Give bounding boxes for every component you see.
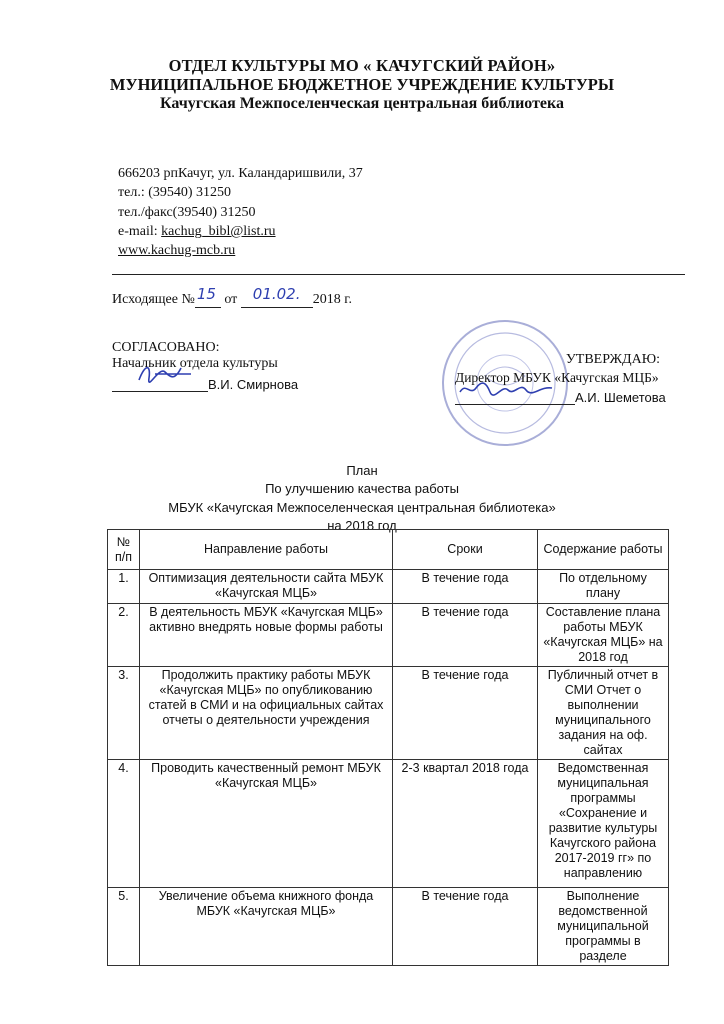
header-line-2: МУНИЦИПАЛЬНОЕ БЮДЖЕТНОЕ УЧРЕЖДЕНИЕ КУЛЬТУРЫ [109,75,615,94]
plan-subtitle: По улучшению качества работы [265,481,459,496]
approved-title: УТВЕРЖДАЮ: [565,352,660,367]
row-content: Ведомственная муниципальная программы «Сохранение и развитие культуры Качугского района 2017-2019 гг» по направлению [538,760,669,888]
row-number: 3. [108,667,140,760]
agreed-title: СОГЛАСОВАНО: [112,340,220,355]
row-content: Составление плана работы МБУК «Качугская МЦБ» на 2018 год [538,604,669,667]
row-direction: Оптимизация деятельности сайта МБУК «Качугская МЦБ» [140,570,393,604]
row-term: В течение года [393,667,538,760]
plan-title: План [346,463,378,478]
website-link[interactable]: www.kachug-mcb.ru [118,243,236,258]
outgoing-number-field [195,285,221,308]
approved-name: А.И. Шеметова [575,390,666,405]
outgoing-number-line [112,285,352,308]
email-label: e-mail: [118,224,162,239]
row-number: 1. [108,570,140,604]
row-content: По отдельному плану [538,570,669,604]
row-term: В течение года [393,570,538,604]
row-term: В течение года [393,888,538,966]
row-direction: Увеличение объема книжного фонда МБУК «Качугская МЦБ» [140,888,393,966]
table-header-row [108,530,669,570]
header-content: Содержание работы [538,530,669,570]
website-line [118,243,235,259]
header-number: № п/п [108,530,140,570]
header-line-3: Качугская Межпоселенческая центральная библиотека [159,95,565,112]
fax: тел./факс(39540) 31250 [118,205,256,220]
approved-position: Директор МБУК «Качугская МЦБ» [455,370,659,385]
plan-organization: МБУК «Качугская Межпоселенческая центральная библиотека» [168,500,556,515]
outgoing-date: 01.02. [252,285,301,303]
outgoing-label: Исходящее № [112,292,195,307]
header-line-1: ОТДЕЛ КУЛЬТУРЫ МО « КАЧУГСКИЙ РАЙОН» [168,56,556,75]
address: 666203 рпКачуг, ул. Каландаришвили, 37 [118,166,363,181]
table-row [108,667,669,760]
row-content: Публичный отчет в СМИ Отчет о выполнении муниципального задания на оф. сайтах [538,667,669,760]
row-direction: Проводить качественный ремонт МБУК «Качугская МЦБ» [140,760,393,888]
header-direction: Направление работы [140,530,393,570]
agreed-position: Начальник отдела культуры [112,356,278,371]
table-row [108,570,669,604]
table-row [108,888,669,966]
table-row [108,604,669,667]
row-content: Выполнение ведомственной муниципальной программы в разделе [538,888,669,966]
outgoing-year: 2018 г. [312,292,352,307]
email-link[interactable]: kachug_bibl@list.ru [161,224,276,239]
plan-table [107,529,669,966]
row-term: 2-3 квартал 2018 года [393,760,538,888]
header-divider [112,274,685,275]
row-number: 2. [108,604,140,667]
row-number: 4. [108,760,140,888]
row-direction: В деятельность МБУК «Качугская МЦБ» активно внедрять новые формы работы [140,604,393,667]
row-direction: Продолжить практику работы МБУК «Качугская МЦБ» по опубликованию статей в СМИ и на официальных сайтах отчеты о деятельности учреждения [140,667,393,760]
outgoing-from: от [220,292,241,307]
phone: тел.: (39540) 31250 [118,185,232,200]
agreed-name: В.И. Смирнова [208,377,299,392]
row-term: В течение года [393,604,538,667]
agreed-signature [135,360,195,388]
approved-signature [456,378,556,400]
email-line [118,224,276,240]
outgoing-number: 15 [196,285,216,303]
outgoing-date-field [241,285,313,308]
table-row [108,760,669,888]
header-term: Сроки [393,530,538,570]
row-number: 5. [108,888,140,966]
plan-year: на 2018 год [327,518,397,533]
